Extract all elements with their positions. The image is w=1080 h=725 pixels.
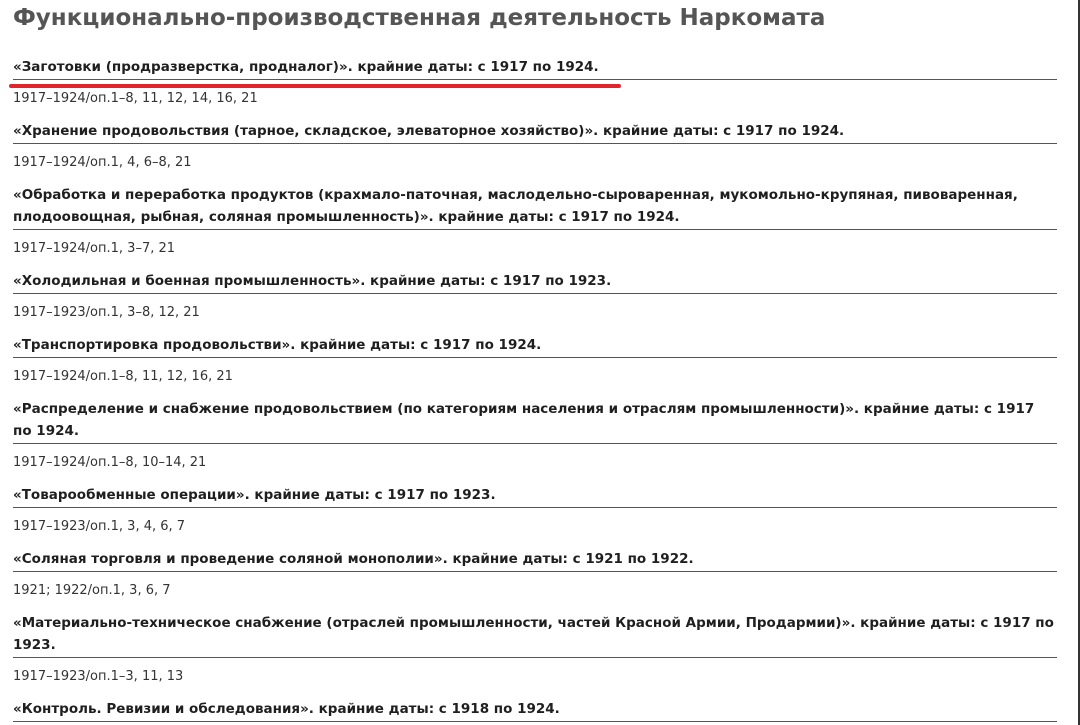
entry-title[interactable]: «Холодильная и боенная промышленность». крайние даты: с 1917 по 1923. <box>13 270 1057 294</box>
entry-list <box>13 56 1057 722</box>
list-item <box>13 270 1057 323</box>
entry-title[interactable]: «Материально-техническое снабжение (отраслей промышленности, частей Красной Армии, Продармии)». крайние даты: с 1917 по 1923. <box>13 612 1057 658</box>
entry-reference: 1917–1923/оп.1, 3–8, 12, 21 <box>13 305 200 320</box>
list-item <box>13 334 1057 387</box>
list-item <box>13 484 1057 537</box>
entry-reference: 1921; 1922/оп.1, 3, 6, 7 <box>13 583 171 598</box>
list-item <box>13 184 1057 259</box>
entry-title[interactable]: «Хранение продовольствия (тарное, складское, элеваторное хозяйство)». крайние даты: с 1917 по 1924. <box>13 120 1057 144</box>
entry-title[interactable]: «Транспортировка продовольстви». крайние даты: с 1917 по 1924. <box>13 334 1057 358</box>
entry-title[interactable]: «Контроль. Ревизии и обследования». крайние даты: с 1918 по 1924. <box>13 698 1057 722</box>
list-item <box>13 56 1057 109</box>
entry-reference: 1917–1924/оп.1, 3–7, 21 <box>13 241 176 256</box>
list-item <box>13 548 1057 601</box>
entry-reference: 1917–1924/оп.1–8, 10–14, 21 <box>13 455 207 470</box>
list-item <box>13 120 1057 173</box>
highlight-underline <box>9 84 621 88</box>
page-title: Функционально-производственная деятельность Наркомата <box>13 5 826 31</box>
entry-reference: 1917–1923/оп.1, 3, 4, 6, 7 <box>13 519 186 534</box>
entry-reference: 1917–1924/оп.1, 4, 6–8, 21 <box>13 155 192 170</box>
entry-reference: 1917–1923/оп.1–3, 11, 13 <box>13 669 184 684</box>
entry-title[interactable]: «Обработка и переработка продуктов (крахмало-паточная, маслодельно-сыроваренная, мукомольно-крупяная, пивоваренная, плодоовощная, рыбная, соляная промышленность)». крайние даты: с 1917 по 1924. <box>13 184 1057 230</box>
entry-reference: 1917–1924/оп.1–8, 11, 12, 14, 16, 21 <box>13 91 258 106</box>
entry-reference: 1917–1924/оп.1–8, 11, 12, 16, 21 <box>13 369 233 384</box>
list-item <box>13 612 1057 687</box>
entry-title[interactable]: «Товарообменные операции». крайние даты: с 1917 по 1923. <box>13 484 1057 508</box>
list-item <box>13 698 1057 722</box>
entry-title[interactable]: «Распределение и снабжение продовольствием (по категориям населения и отраслям промышленности)». крайние даты: с 1917 по 1924. <box>13 398 1057 444</box>
list-item <box>13 398 1057 473</box>
entry-title[interactable]: «Соляная торговля и проведение соляной монополии». крайние даты: с 1921 по 1922. <box>13 548 1057 572</box>
entry-title[interactable]: «Заготовки (продразверстка, продналог)». крайние даты: с 1917 по 1924. <box>13 56 1057 80</box>
